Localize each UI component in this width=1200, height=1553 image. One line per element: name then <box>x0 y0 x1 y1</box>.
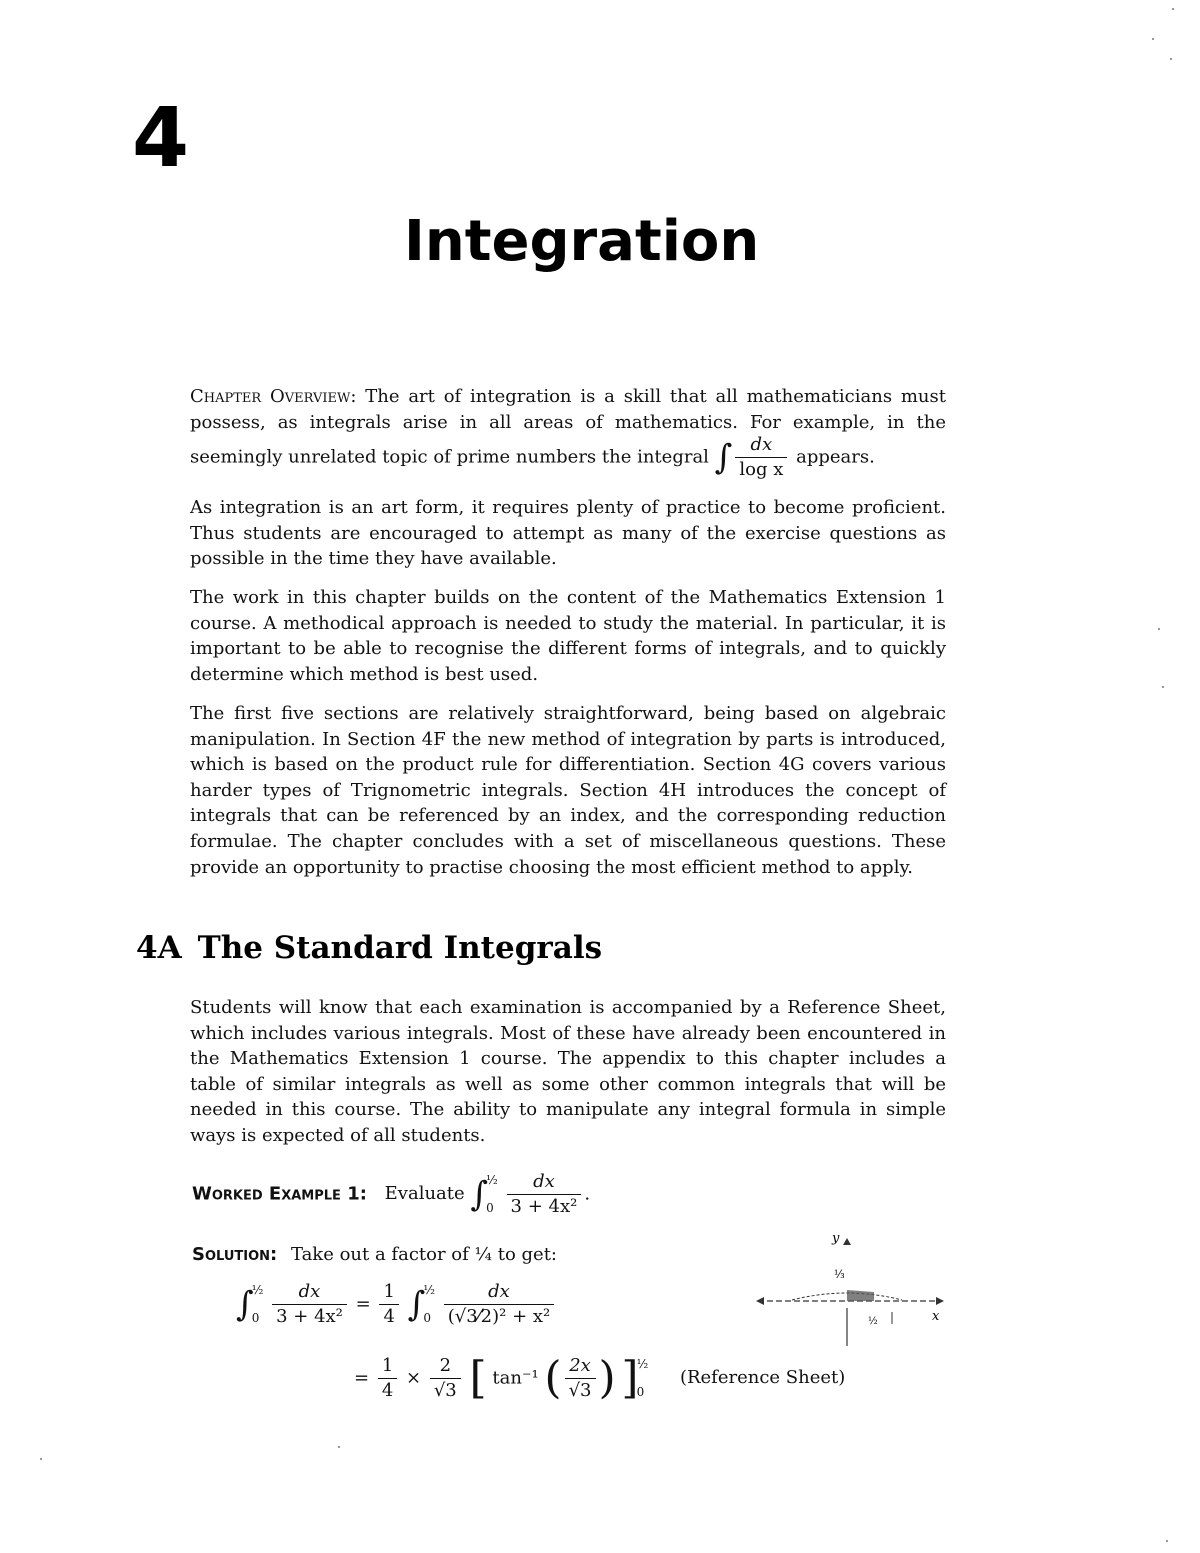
reference-note: (Reference Sheet) <box>679 1367 846 1389</box>
peak-label: ⅓ <box>834 1268 845 1281</box>
section-title-text: The Standard Integrals <box>197 930 603 966</box>
area-graph <box>752 1226 952 1356</box>
section-number: 4A <box>136 930 182 966</box>
scan-speck <box>338 1446 340 1448</box>
scan-speck <box>1170 58 1172 60</box>
times-sign: × <box>406 1367 422 1389</box>
paragraph-sections: The first five sections are relatively straightforward, being based on algebraic manipulation. In Section 4F the new method of integration by parts is introduced, which is based on the product rule for differentiation. Section 4G covers various harder types of Trignometric integrals. Section 4H introduces the concept of integrals that can be referenced by an index, and the corresponding reduction formulae. The chapter concludes with a set of miscellaneous questions. These provide an opportunity to practise choosing the most efficient method to apply. <box>190 703 946 878</box>
worked-example-prompt: Evaluate <box>384 1183 465 1205</box>
equals-sign: = <box>355 1293 377 1315</box>
step1-rhs-fraction: $\frac{dx}{\text{(√3⁄2)² + x²}}$ <box>444 1282 555 1327</box>
scan-speck <box>1162 686 1164 688</box>
y-axis-label: y <box>832 1231 840 1246</box>
worked-example-line: Worked Example 1: Evaluate ∫ ½ 0 $\frac{dx}{\text{3 + 4x²}}$ . <box>192 1171 591 1217</box>
worked-example-label: Worked Example 1: <box>192 1183 367 1205</box>
equals-sign: = <box>354 1367 375 1389</box>
solution-text-after: to get: <box>497 1244 557 1265</box>
step1-coefficient: $\frac{1}{4}$ <box>379 1282 398 1327</box>
integral-limits <box>486 1174 498 1214</box>
upper-limit: ½ <box>486 1173 498 1188</box>
x-axis-right-arrow <box>936 1297 944 1305</box>
inline-integral-numerator: dx <box>735 435 787 458</box>
overview-text-after: appears. <box>796 446 875 468</box>
example-fraction <box>507 1172 582 1217</box>
integral-sign: ∫ <box>714 437 733 478</box>
y-axis-arrow <box>843 1238 851 1245</box>
integral-sign: ∫ <box>470 1174 489 1215</box>
left-paren: ( <box>544 1352 562 1404</box>
integral-limits: ½ 0 <box>423 1283 435 1326</box>
inline-integral-denominator: log x <box>739 458 784 480</box>
solution-step-2 <box>354 1352 846 1404</box>
solution-line <box>192 1246 557 1264</box>
scan-speck <box>40 1458 42 1460</box>
example-numerator: dx <box>507 1172 582 1195</box>
integral-sign: ∫ <box>236 1284 254 1325</box>
step2-fraction-a: $\frac{1}{4}$ <box>378 1356 397 1401</box>
scan-speck <box>1172 8 1174 10</box>
inline-integral-fraction <box>735 435 787 480</box>
solution-label: Solution: <box>192 1244 278 1265</box>
left-bracket: [ <box>469 1352 487 1404</box>
shaded-area <box>847 1290 874 1301</box>
x-axis-label: x <box>932 1309 940 1324</box>
scan-speck <box>1158 628 1160 630</box>
right-bracket: ] <box>621 1352 639 1404</box>
overview-text: The art of integration is a skill that all mathematicians must possess, as integrals arise in all areas of mathematics. For example, in the seemingly unrelated topic of prime numbers the integral <box>190 386 947 468</box>
step2-argument: $\frac{2x}{√3}$ <box>565 1356 596 1401</box>
integral-sign: ∫ <box>407 1284 426 1325</box>
solution-factor: ¼ <box>474 1244 492 1265</box>
x-tick-label: ½ <box>868 1316 878 1327</box>
section-heading <box>136 930 603 966</box>
example-denominator: 3 + 4x² <box>510 1195 578 1217</box>
chapter-number: 4 <box>132 91 190 186</box>
integral-limits: ½ 0 <box>251 1283 264 1326</box>
chapter-title: Integration <box>404 209 760 274</box>
overview-label: Chapter Overview: <box>190 386 357 407</box>
scan-speck <box>1166 1540 1168 1542</box>
evaluation-limits: ½ 0 <box>636 1357 649 1400</box>
section-paragraph: Students will know that each examination is accompanied by a Reference Sheet, which includes various integrals. Most of these have already been encountered in the Mathematics Extension 1 course. The appendix to this chapter includes a table of similar integrals as well as some other common integrals that will be needed in this course. The ability to manipulate any integral formula in simple ways is expected of all students. <box>190 997 946 1146</box>
step1-lhs-fraction: $\frac{dx}{\text{3 + 4x²}}$ <box>272 1282 347 1327</box>
x-axis-left-arrow <box>756 1297 764 1305</box>
solution-text-before: Take out a factor of <box>290 1244 469 1265</box>
paragraph-practice: As integration is an art form, it requires plenty of practice to become proficient. Thus students are encouraged to attempt as many of the exercise questions as possible in the time they have available. <box>190 497 946 570</box>
overview-paragraph <box>190 384 946 480</box>
right-paren: ) <box>598 1352 616 1404</box>
solution-step-1 <box>236 1282 557 1327</box>
step2-fraction-b: $\frac{2}{√3}$ <box>430 1356 461 1401</box>
lower-limit: 0 <box>486 1201 494 1216</box>
paragraph-extension: The work in this chapter builds on the content of the Mathematics Extension 1 course. A methodical approach is needed to study the material. In particular, it is important to be able to recognise the different forms of integrals, and to quickly determine which method is best used. <box>190 587 946 685</box>
step2-function: tan⁻¹ <box>492 1367 539 1389</box>
scan-speck <box>1152 38 1154 40</box>
